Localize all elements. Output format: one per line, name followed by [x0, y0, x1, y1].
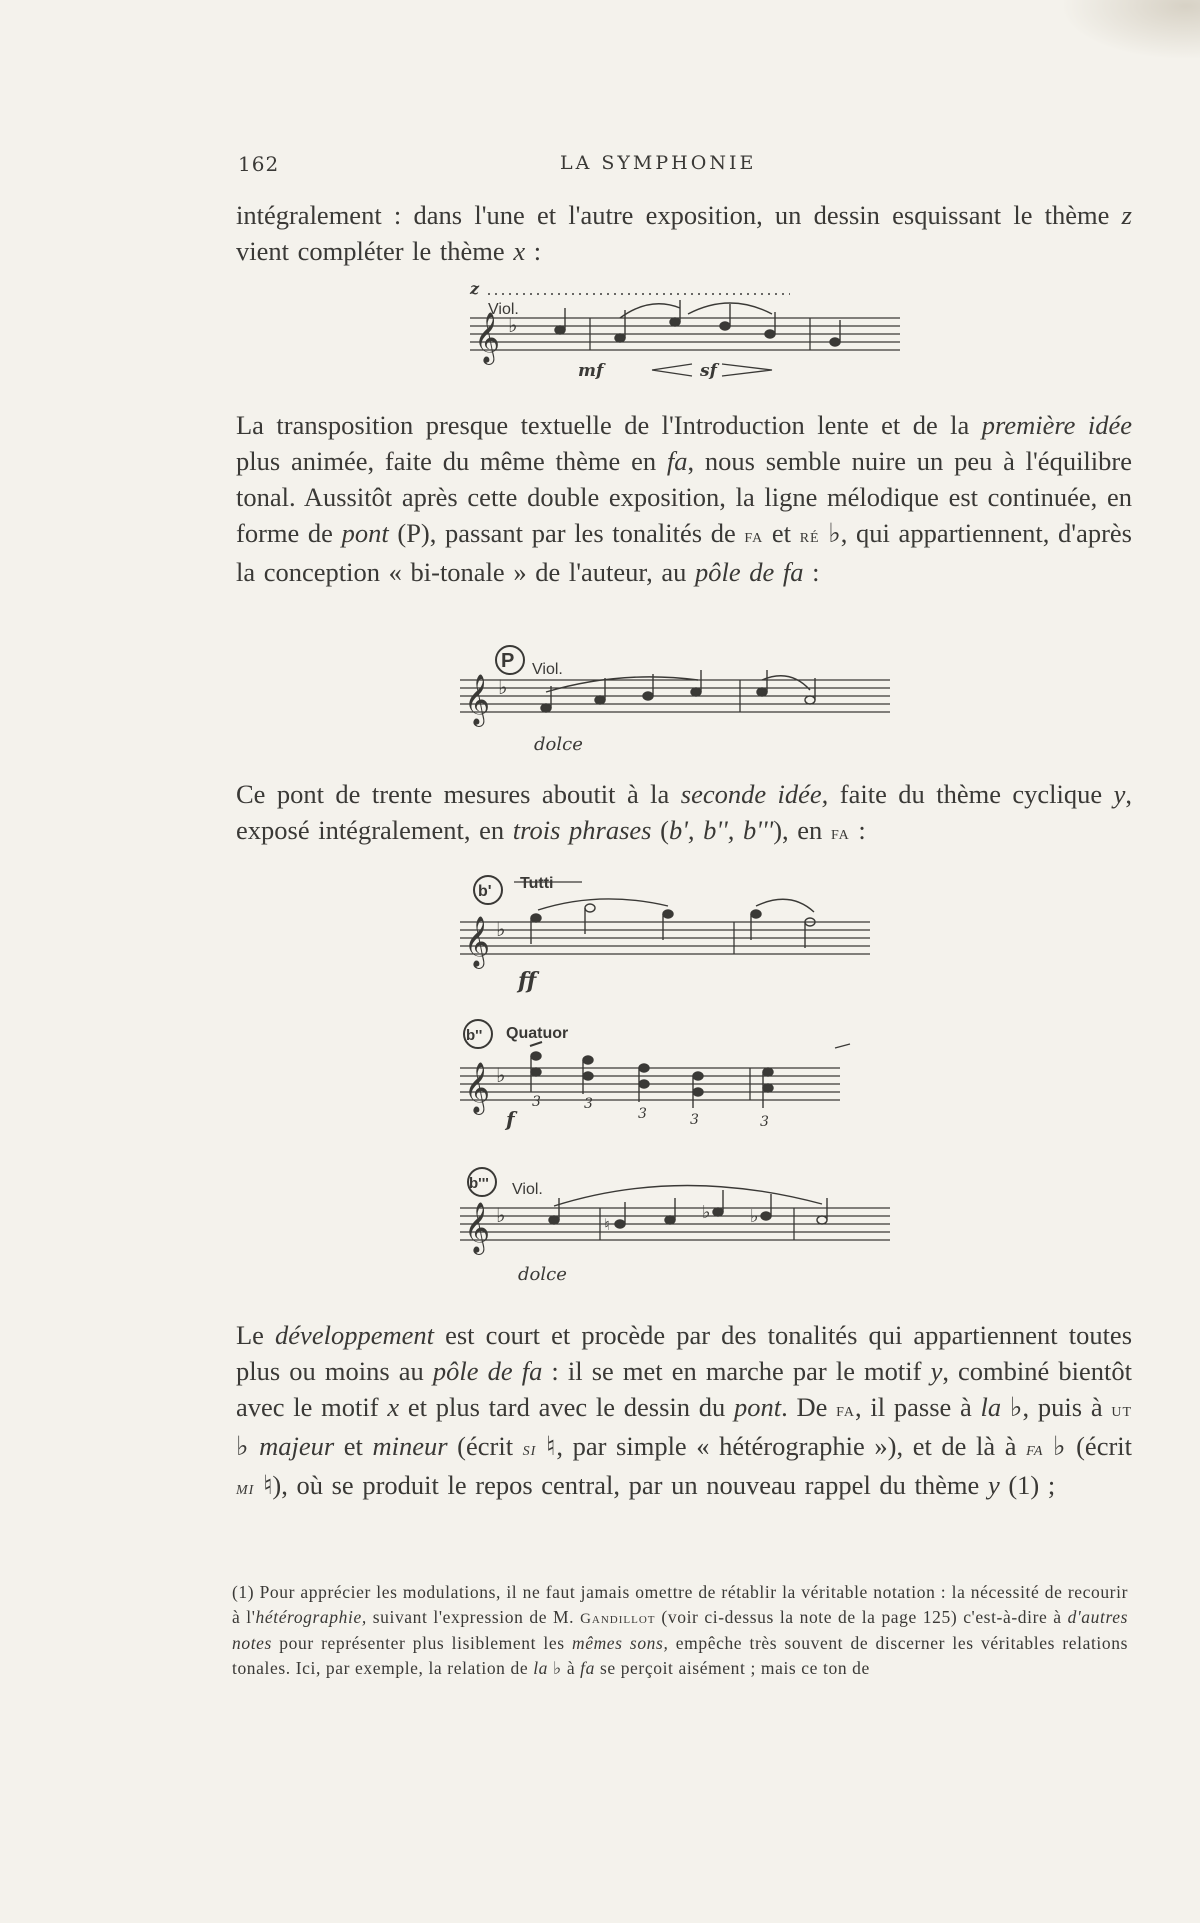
svg-text:𝄞: 𝄞	[474, 312, 501, 363]
text-run: . De	[781, 1392, 837, 1422]
music-example-2	[450, 640, 910, 760]
italic-term: la	[980, 1392, 1002, 1422]
dynamic-f: f	[506, 1107, 515, 1131]
svg-text:𝄞: 𝄞	[464, 916, 491, 967]
theme-x: x	[513, 236, 526, 266]
triplet-mark: 3	[760, 1114, 769, 1130]
text-run: (1) Pour apprécier les modulations, il ne faut jamais omettre de rétablir la véritable notation : la nécessité de recourir à l'	[232, 1582, 1128, 1627]
italic-term: fa	[580, 1657, 595, 1678]
text-run: (	[651, 815, 669, 845]
instrument-label: Quatuor	[506, 1025, 569, 1042]
text-run: est court et procède par des tonalités qui appartiennent toutes plus ou moins au	[236, 1320, 1133, 1386]
running-head: LA SYMPHONIE	[560, 152, 757, 174]
text-run: ♭, qui appartiennent, d'après la conception « bi-tonale » de l'auteur, au	[236, 518, 1132, 587]
svg-text:♭: ♭	[498, 675, 508, 699]
paragraph-4	[236, 1317, 1132, 1506]
text-run: , il passe à	[855, 1392, 981, 1422]
text-run: (P), passant par les tonalités de	[388, 518, 745, 548]
score-pont	[450, 640, 910, 760]
dynamic-sf: sf	[700, 361, 717, 381]
italic-term: y	[930, 1356, 943, 1386]
italic-term: pont	[341, 518, 389, 548]
italic-term: seconde idée,	[680, 779, 829, 809]
dynamic-ff: ff	[518, 968, 537, 994]
text-run: Ce pont de trente mesures aboutit à la	[236, 779, 681, 809]
text-run: (écrit	[447, 1431, 523, 1461]
music-example-5	[450, 1160, 910, 1290]
italic-term: pont	[734, 1392, 782, 1422]
svg-text:𝄞: 𝄞	[464, 674, 491, 725]
italic-term: majeur	[259, 1431, 335, 1461]
text-run: ♮), où se produit le repos central, par un nouveau rappel du thème	[254, 1470, 988, 1500]
key-name: ut	[1111, 1399, 1133, 1421]
text-run: pour représenter plus lisiblement les	[271, 1633, 572, 1653]
text-run: (voir ci-dessus la note de la page 125) c'est-à-dire à	[655, 1606, 1068, 1627]
score-b2	[450, 1012, 870, 1137]
text-run: ♭, puis à	[1001, 1392, 1112, 1422]
music-example-4	[450, 1012, 870, 1137]
italic-term: y	[987, 1470, 1000, 1500]
text-run: :	[525, 236, 542, 266]
svg-text:♭: ♭	[508, 313, 518, 337]
paragraph-3	[236, 776, 1132, 851]
key-name: fa	[830, 822, 850, 844]
expression-dolce: dolce	[518, 1264, 567, 1285]
svg-text:♮: ♮	[604, 1215, 610, 1234]
text-run: , combiné bientôt avec le motif	[236, 1356, 1132, 1422]
svg-text:♭: ♭	[702, 1202, 711, 1223]
text-run: se perçoit aisément ; mais ce ton de	[594, 1657, 870, 1678]
text-run: :	[849, 815, 866, 845]
italic-term: développement	[275, 1320, 434, 1350]
page-stain	[1060, 0, 1200, 60]
text-run: ♭	[236, 1431, 260, 1461]
text-run: et	[763, 518, 800, 548]
phrase-marker: P	[501, 650, 515, 672]
svg-text:♭: ♭	[496, 1203, 506, 1227]
text-run: , nous semble nuire un peu à l'équilibre tonal. Aussitôt après cette double exposition, la ligne mélodique est continuée, en forme de	[236, 446, 1132, 548]
svg-text:♭: ♭	[750, 1206, 759, 1227]
text-run: plus animée, faite du même thème en	[236, 446, 667, 476]
svg-text:♭: ♭	[496, 1063, 506, 1087]
phrase-marker: b'	[478, 883, 492, 900]
text-run: La transposition presque textuelle de l'Introduction lente et de la	[236, 410, 982, 440]
text-run: suivant l'expression de M.	[366, 1606, 581, 1627]
triplet-mark: 3	[584, 1096, 593, 1112]
italic-term: pôle de fa	[695, 557, 804, 587]
text-run: ♭ (écrit	[1043, 1431, 1133, 1461]
italic-term: mêmes sons,	[571, 1633, 669, 1653]
instrument-label: Tutti	[520, 875, 554, 892]
italic-term: pôle de fa	[432, 1356, 543, 1386]
paragraph-2	[236, 407, 1132, 590]
score-b3	[450, 1160, 910, 1290]
key-name: mi	[236, 1477, 255, 1499]
triplet-mark: 3	[532, 1094, 541, 1110]
svg-text:♭: ♭	[496, 917, 506, 941]
key-name: si	[522, 1438, 537, 1460]
italic-term: x	[387, 1392, 400, 1422]
italic-term: b', b'', b'''	[668, 815, 774, 845]
italic-term: y	[1113, 779, 1126, 809]
music-example-1	[460, 280, 920, 390]
page-number: 162	[238, 152, 280, 176]
triplet-mark: 3	[690, 1112, 699, 1128]
triplet-mark: 3	[638, 1106, 647, 1122]
theme-label: z	[470, 280, 480, 298]
key-name: fa	[1026, 1438, 1044, 1460]
score-b1	[450, 870, 910, 995]
text-run: faite du thème cyclique	[828, 779, 1114, 809]
dynamic-mf: mf	[578, 361, 604, 381]
italic-term: première idée	[981, 410, 1132, 440]
phrase-marker: b''	[466, 1027, 483, 1044]
footnote	[232, 1580, 1128, 1680]
instrument-label: Viol.	[512, 1181, 543, 1198]
italic-term: la	[533, 1657, 549, 1678]
key-name: fa	[744, 525, 764, 547]
author-name: Gandillot	[580, 1610, 656, 1627]
text-run: et	[334, 1431, 373, 1461]
text-run: : il se met en marche par le motif	[542, 1356, 931, 1386]
italic-term: trois phrases	[512, 815, 652, 845]
text-run: et plus tard avec le dessin du	[399, 1392, 734, 1422]
svg-text:𝄞: 𝄞	[464, 1062, 491, 1113]
italic-term: hétérographie,	[255, 1606, 367, 1627]
text-run: Le	[236, 1320, 276, 1350]
theme-z: z	[1121, 200, 1132, 230]
instrument-label: Viol.	[532, 661, 563, 678]
svg-text:𝄞: 𝄞	[464, 1202, 491, 1253]
text-run: ♮, par simple « hétérographie »), et de là à	[536, 1431, 1027, 1461]
text-run: , exposé intégralement, en	[236, 779, 1132, 845]
text-run: (1) ;	[999, 1470, 1056, 1500]
score-z	[460, 280, 920, 390]
key-name: fa	[836, 1399, 856, 1421]
phrase-marker: b'''	[469, 1175, 489, 1192]
text-run: intégralement : dans l'une et l'autre exposition, un dessin esquissant le thème	[236, 200, 1122, 230]
text-run: ♭ à	[548, 1657, 581, 1678]
text-run: empêche très souvent de discerner les véritables relations tonales. Ici, par exemple, la relation de	[232, 1633, 1128, 1678]
instrument-label: Viol.	[488, 301, 519, 318]
text-run: vient compléter le thème	[236, 236, 514, 266]
music-example-3	[450, 870, 910, 995]
page-header	[0, 152, 1200, 182]
italic-term: mineur	[372, 1431, 448, 1461]
expression-dolce: dolce	[534, 734, 583, 755]
key-name: ré	[799, 525, 820, 547]
text-run: ), en	[773, 815, 831, 845]
italic-term: d'autres notes	[232, 1606, 1128, 1653]
paragraph-1	[236, 197, 1132, 269]
italic-term: fa	[666, 446, 688, 476]
text-run: :	[803, 557, 820, 587]
